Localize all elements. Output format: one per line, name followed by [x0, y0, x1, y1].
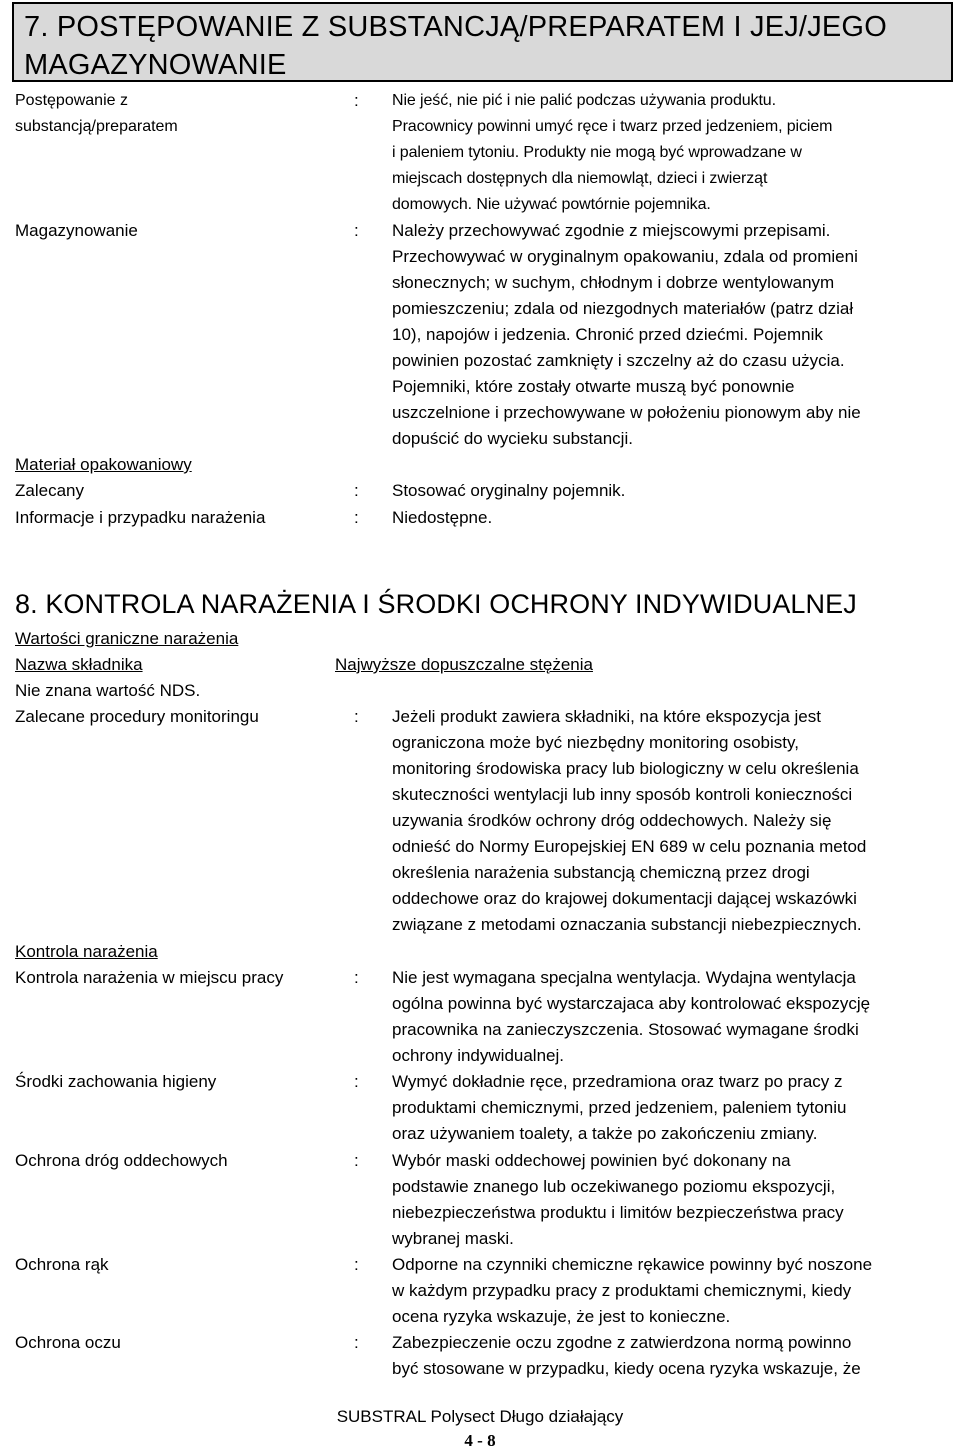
workplace-label: Kontrola narażenia w miejscu pracy	[15, 968, 284, 987]
monitoring-line: oddechowe oraz do krajowej dokumentacji dającej wskazówki	[392, 889, 857, 908]
storage-line: Należy przechowywać zgodnie z miejscowymi przepisami.	[392, 221, 831, 240]
hands-colon: :	[354, 1255, 359, 1274]
nds-note: Nie znana wartość NDS.	[15, 681, 201, 700]
handling-line: Pracownicy powinni umyć ręce i twarz przed jedzeniem, piciem	[392, 118, 833, 135]
hands-line: w każdym przypadku pracy z produktami chemicznymi, kiedy	[392, 1281, 852, 1300]
hygiene-value	[392, 1069, 952, 1147]
storage-colon: :	[354, 221, 359, 240]
monitoring-label: Zalecane procedury monitoringu	[15, 707, 259, 726]
respiratory-value	[392, 1148, 952, 1252]
handling-line: domowych. Nie używać powtórnie pojemnika.	[392, 196, 711, 213]
component-name-heading: Nazwa składnika	[15, 655, 143, 674]
monitoring-value	[392, 704, 952, 938]
handling-label-line-2: substancją/preparatem	[15, 118, 178, 135]
storage-line: słonecznych; w suchym, chłodnym i dobrze wentylowanym	[392, 273, 835, 292]
recommended-colon: :	[354, 481, 359, 500]
monitoring-line: ograniczona może być niezbędny monitoring osobisty,	[392, 733, 799, 752]
footer-page-number: 4 - 8	[464, 1431, 496, 1450]
packaging-heading: Materiał opakowaniowy	[15, 455, 192, 474]
eyes-label: Ochrona oczu	[15, 1333, 121, 1352]
monitoring-colon: :	[354, 707, 359, 726]
section-7-title-line-1: 7. POSTĘPOWANIE Z SUBSTANCJĄ/PREPARATEM I JEJ/JEGO	[24, 11, 887, 43]
hands-line: ocena ryzyka wskazuje, że jest to konieczne.	[392, 1307, 731, 1326]
hygiene-label: Środki zachowania higieny	[15, 1072, 217, 1091]
recommended-value: Stosować oryginalny pojemnik.	[392, 481, 626, 500]
hygiene-line: oraz używaniem toalety, a także po zakończeniu zmiany.	[392, 1124, 818, 1143]
hands-value	[392, 1252, 952, 1330]
storage-line: Pojemniki, które zostały otwarte muszą być ponownie	[392, 377, 795, 396]
eyes-colon: :	[354, 1333, 359, 1352]
storage-line: uszczelnione i przechowywane w położeniu pionowym aby nie	[392, 403, 861, 422]
respiratory-line: Wybór maski oddechowej powinien być dokonany na	[392, 1151, 791, 1170]
storage-line: pomieszczeniu; zdala od niezgodnych materiałów (patrz dział	[392, 299, 854, 318]
respiratory-line: podstawie znanego lub oczekiwanego poziomu ekspozycji,	[392, 1177, 836, 1196]
max-concentration-heading: Najwyższe dopuszczalne stężenia	[335, 655, 593, 674]
workplace-line: ochrony indywidualnej.	[392, 1046, 564, 1065]
monitoring-line: monitoring środowiska pracy lub biologiczny w celu określenia	[392, 759, 859, 778]
monitoring-line: skuteczności wentylacji lub inny sposób kontroli konieczności	[392, 785, 853, 804]
storage-line: dopuścić do wycieku substancji.	[392, 429, 633, 448]
exposure-control-heading: Kontrola narażenia	[15, 942, 158, 961]
section-8-title: 8. KONTROLA NARAŻENIA I ŚRODKI OCHRONY INDYWIDUALNEJ	[15, 589, 857, 619]
hands-line: Odporne na czynniki chemiczne rękawice powinny być noszone	[392, 1255, 873, 1274]
handling-line: Nie jeść, nie pić i nie palić podczas używania produktu.	[392, 92, 776, 109]
workplace-value	[392, 965, 952, 1069]
workplace-line: pracownika na zanieczyszczenia. Stosować wymagane środki	[392, 1020, 859, 1039]
hygiene-colon: :	[354, 1072, 359, 1091]
monitoring-line: określenia narażenia substancją chemiczną przez drogi	[392, 863, 810, 882]
storage-line: 10), napojów i jedzenia. Chronić przed dziećmi. Pojemnik	[392, 325, 823, 344]
limits-heading: Wartości graniczne narażenia	[15, 629, 239, 648]
hygiene-line: Wymyć dokładnie ręce, przedramiona oraz twarz po pracy z	[392, 1072, 843, 1091]
handling-colon: :	[354, 91, 359, 110]
section-7-title	[12, 2, 953, 82]
workplace-colon: :	[354, 968, 359, 987]
handling-line: i paleniem tytoniu. Produkty nie mogą być wprowadzane w	[392, 144, 802, 161]
handling-value	[392, 88, 952, 218]
workplace-line: Nie jest wymagana specjalna wentylacja. Wydajna wentylacja	[392, 968, 856, 987]
respiratory-line: niebezpieczeństwa produktu i limitów bezpieczeństwa pracy	[392, 1203, 844, 1222]
monitoring-line: uzywania środków ochrony dróg oddechowych. Należy się	[392, 811, 832, 830]
workplace-line: ogólna powinna być wystarczajaca aby kontrolować ekspozycję	[392, 994, 871, 1013]
eyes-line: Zabezpieczenie oczu zgodne z zatwierdzona normą powinno	[392, 1333, 852, 1352]
storage-line: Przechowywać w oryginalnym opakowaniu, zdala od promieni	[392, 247, 858, 266]
eyes-line: być stosowane w przypadku, kiedy ocena ryzyka wskazuje, że	[392, 1359, 861, 1378]
exposure-info-label: Informacje i przypadku narażenia	[15, 508, 266, 527]
handling-label-line-1: Postępowanie z	[15, 92, 128, 109]
handling-label	[15, 88, 335, 140]
hygiene-line: produktami chemicznymi, przed jedzeniem, paleniem tytoniu	[392, 1098, 847, 1117]
monitoring-line: związane z metodami oznaczania substancji niebezpiecznych.	[392, 915, 862, 934]
hands-label: Ochrona rąk	[15, 1255, 109, 1274]
respiratory-label: Ochrona dróg oddechowych	[15, 1151, 228, 1170]
eyes-value	[392, 1330, 952, 1382]
respiratory-colon: :	[354, 1151, 359, 1170]
exposure-info-value: Niedostępne.	[392, 508, 493, 527]
respiratory-line: wybranej maski.	[392, 1229, 514, 1248]
section-7-title-line-2: MAGAZYNOWANIE	[24, 49, 287, 81]
exposure-info-colon: :	[354, 508, 359, 527]
monitoring-line: odnieść do Normy Europejskiej EN 689 w celu poznania metod	[392, 837, 867, 856]
storage-label: Magazynowanie	[15, 221, 138, 240]
footer-product-name: SUBSTRAL Polysect Długo działający	[336, 1407, 624, 1426]
storage-line: powinien pozostać zamknięty i szczelny aż do czasu użycia.	[392, 351, 845, 370]
monitoring-line: Jeżeli produkt zawiera składniki, na które ekspozycja jest	[392, 707, 821, 726]
storage-value	[392, 218, 952, 452]
handling-line: miejscach dostępnych dla niemowląt, dzieci i zwierząt	[392, 170, 768, 187]
recommended-label: Zalecany	[15, 481, 84, 500]
